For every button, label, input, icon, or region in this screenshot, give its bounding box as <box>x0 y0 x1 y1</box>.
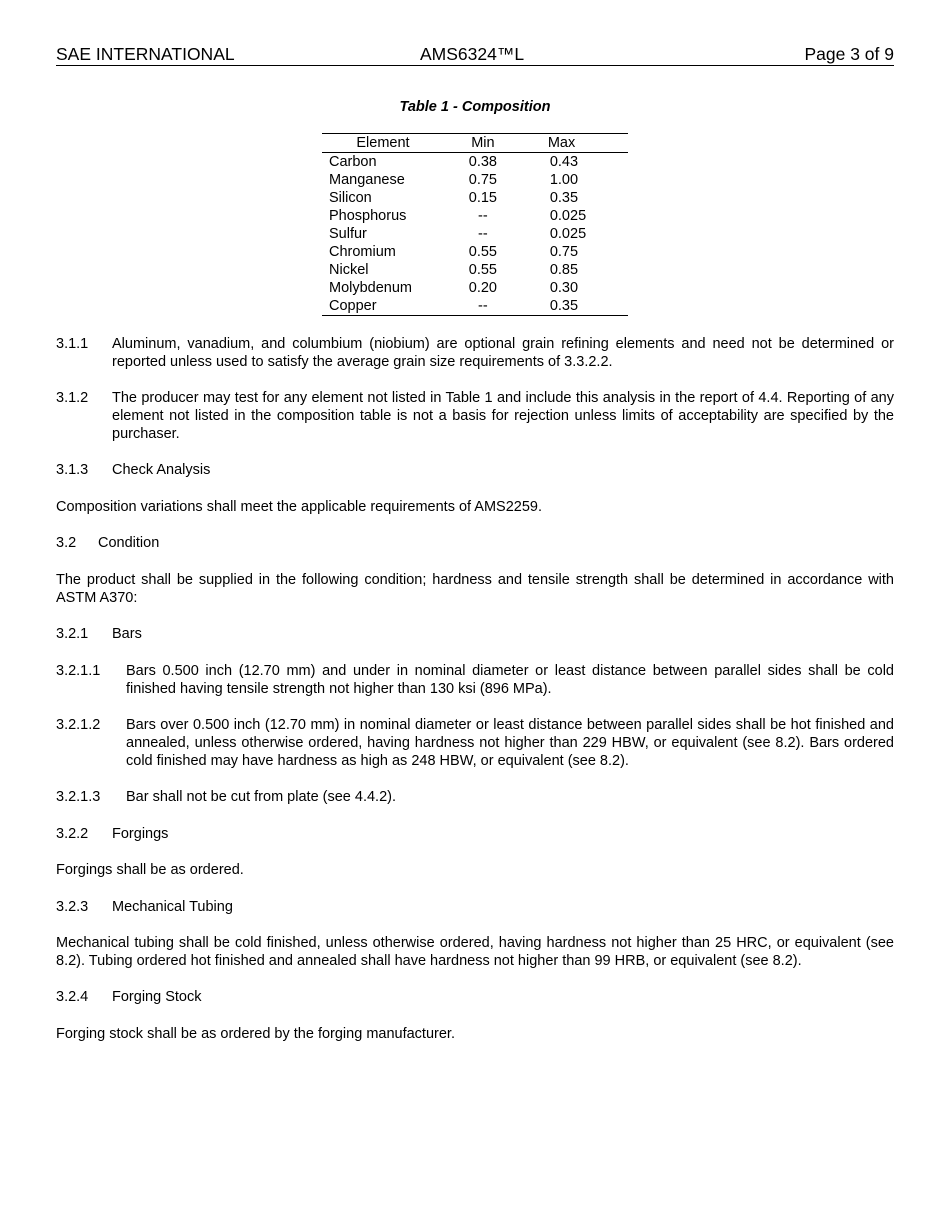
section-text: Aluminum, vanadium, and columbium (niobium) are optional grain refining elements and need not be determined or reported unless used to satisfy the average grain size requirements of 3.3.2.2. <box>112 336 894 370</box>
cell-min: -- <box>444 297 522 316</box>
section-number: 3.1.1 <box>56 336 89 352</box>
section-3-2-1-2 <box>56 716 894 770</box>
cell-max: 0.35 <box>549 190 579 206</box>
cell-element: Carbon <box>329 154 377 170</box>
section-3-2-2 <box>56 825 894 843</box>
table-row <box>322 207 628 225</box>
column-header-element: Element <box>322 134 444 153</box>
section-3-2-1 <box>56 625 894 643</box>
section-number: 3.2.2 <box>56 826 89 842</box>
table-row <box>322 225 628 243</box>
paragraph-forging-stock: Forging stock shall be as ordered by the forging manufacturer. <box>56 1026 455 1042</box>
paragraph-check-analysis: Composition variations shall meet the applicable requirements of AMS2259. <box>56 499 543 515</box>
page-header <box>56 44 894 66</box>
section-3-2-3 <box>56 898 894 916</box>
section-number: 3.2 <box>56 535 77 551</box>
cell-min: 0.38 <box>468 154 497 170</box>
table-row <box>322 189 628 207</box>
composition-table <box>322 133 628 316</box>
cell-max: 1.00 <box>549 172 579 188</box>
table-row <box>322 297 628 316</box>
table-row <box>322 243 628 261</box>
section-heading: Mechanical Tubing <box>112 899 233 915</box>
cell-min: 0.55 <box>468 262 497 278</box>
section-3-1-1 <box>56 335 894 371</box>
table-row <box>322 279 628 297</box>
cell-element: Sulfur <box>329 226 367 242</box>
section-text: The producer may test for any element not listed in Table 1 and include this analysis in the report of 4.4. Reporting of any element not listed in the composition table is not a basis for rejection unless limits of acceptability are specified by the purchaser. <box>112 390 894 442</box>
section-heading: Check Analysis <box>112 462 211 478</box>
section-number: 3.2.1 <box>56 626 89 642</box>
header-organization: SAE INTERNATIONAL <box>56 44 235 64</box>
cell-min: 0.15 <box>468 190 497 206</box>
cell-element: Silicon <box>329 190 372 206</box>
section-3-2 <box>56 534 894 552</box>
cell-min: -- <box>478 226 488 242</box>
table-header-row <box>322 134 628 153</box>
cell-element: Molybdenum <box>329 280 413 296</box>
section-number: 3.2.3 <box>56 899 89 915</box>
section-number: 3.2.1.1 <box>56 663 101 679</box>
section-3-1-2 <box>56 389 894 443</box>
cell-min: 0.20 <box>468 280 497 296</box>
section-number: 3.1.2 <box>56 390 89 406</box>
section-text: Bar shall not be cut from plate (see 4.4.2). <box>126 789 396 805</box>
section-3-1-3 <box>56 461 894 479</box>
section-heading: Bars <box>112 626 142 642</box>
cell-min: -- <box>478 208 488 224</box>
paragraph-forgings: Forgings shall be as ordered. <box>56 862 244 878</box>
column-header-max: Max <box>522 134 628 153</box>
cell-min: 0.55 <box>468 244 497 260</box>
section-number: 3.2.1.3 <box>56 789 101 805</box>
section-text: Bars 0.500 inch (12.70 mm) and under in nominal diameter or least distance between parallel sides shall be cold finished having tensile strength not higher than 130 ksi (896 MPa). <box>126 663 894 697</box>
cell-max: 0.30 <box>549 280 579 296</box>
table-title: Table 1 - Composition <box>399 99 551 115</box>
cell-element: Nickel <box>329 262 369 278</box>
cell-max: 0.85 <box>549 262 579 278</box>
section-heading: Condition <box>98 535 160 551</box>
cell-max: 0.025 <box>549 226 587 242</box>
cell-element: Manganese <box>329 172 405 188</box>
paragraph-mechanical-tubing: Mechanical tubing shall be cold finished, unless otherwise ordered, having hardness not higher than 25 HRC, or equivalent (see 8.2). Tubing ordered hot finished and annealed shall have hardness not higher than 99 HRB, or equivalent (see 8.2). <box>56 935 894 969</box>
section-number: 3.1.3 <box>56 462 89 478</box>
cell-max: 0.43 <box>549 154 579 170</box>
section-number: 3.2.1.2 <box>56 717 101 733</box>
cell-max: 0.75 <box>549 244 579 260</box>
table-row <box>322 171 628 189</box>
cell-element: Copper <box>322 297 444 316</box>
cell-max: 0.025 <box>549 208 587 224</box>
table-row <box>322 153 628 172</box>
section-number: 3.2.4 <box>56 989 89 1005</box>
section-3-2-1-1 <box>56 662 894 698</box>
section-text: Bars over 0.500 inch (12.70 mm) in nominal diameter or least distance between parallel sides shall be hot finished and annealed, unless otherwise ordered, having hardness not higher than 229 HBW, or equivalent (see 8.2). Bars ordered cold finished may have hardness as high as 248 HBW, or equivalent (see 8.2). <box>126 717 894 769</box>
table-row <box>322 261 628 279</box>
section-3-2-4 <box>56 988 894 1006</box>
cell-element: Phosphorus <box>329 208 407 224</box>
section-heading: Forgings <box>112 826 169 842</box>
cell-element: Chromium <box>329 244 396 260</box>
header-document-number: AMS6324™L <box>420 44 525 64</box>
cell-max: 0.35 <box>522 297 628 316</box>
cell-min: 0.75 <box>468 172 497 188</box>
section-heading: Forging Stock <box>112 989 202 1005</box>
section-3-2-1-3 <box>56 788 894 806</box>
paragraph-condition: The product shall be supplied in the following condition; hardness and tensile strength shall be determined in accordance with ASTM A370: <box>56 572 894 606</box>
column-header-min: Min <box>444 134 522 153</box>
header-page-number: Page 3 of 9 <box>804 44 894 64</box>
